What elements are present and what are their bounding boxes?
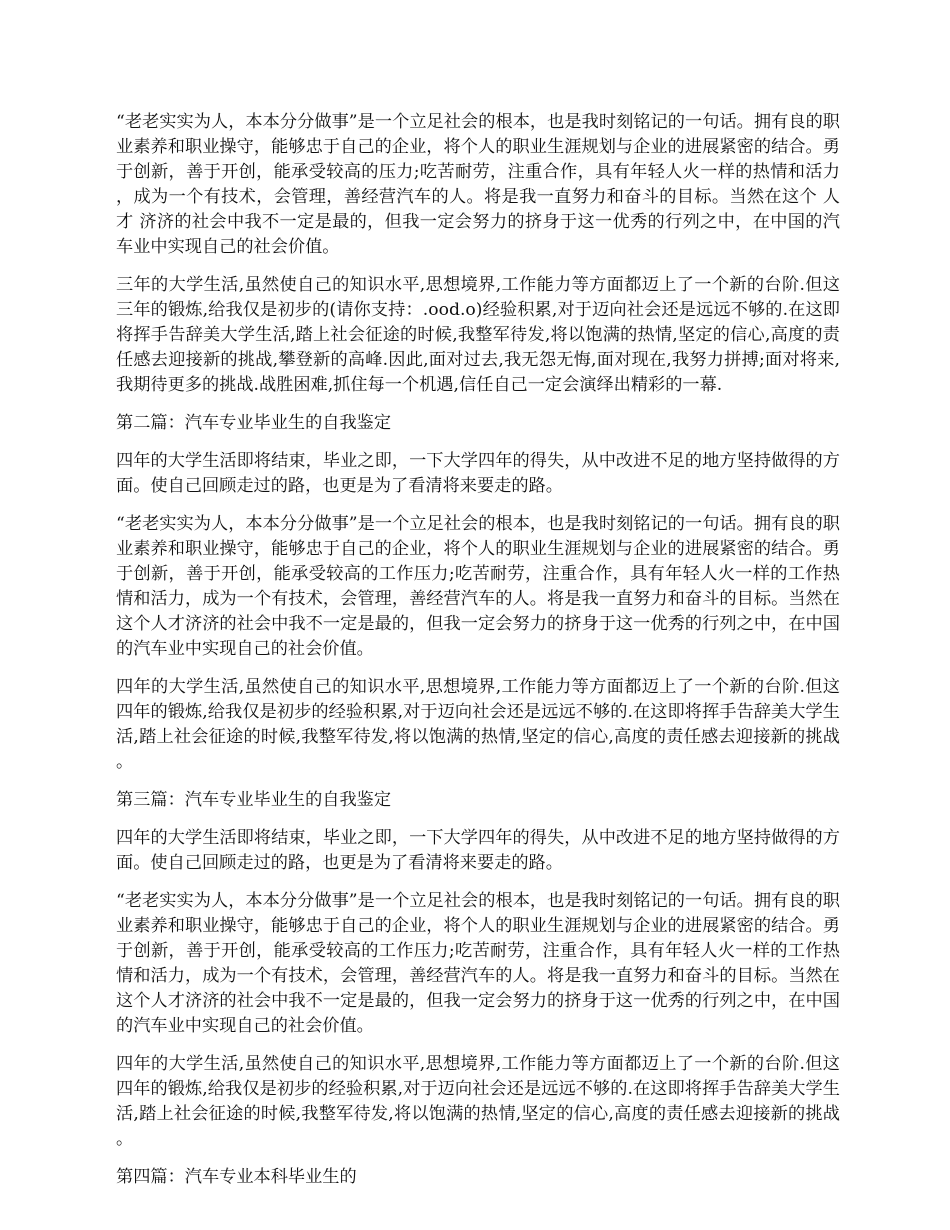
- paragraph-intro-principle: “老老实实为人，本本分分做事”是一个立足社会的根本，也是我时刻铭记的一句话。拥有良的职业素养和职业操守，能够忠于自己的企业，将个人的职业生涯规划与企业的进展紧密的结合。勇于创新，善于开创，能承受较高的压力;吃苦耐劳，注重合作，具有年轻人火一样的热情和活力，成为一个有技术，会管理，善经营汽车的人。将是我一直努力和奋斗的目标。当然在这个 人才 济济的社会中我不一定是最的，但我一定会努力的挤身于这一优秀的行列之中，在中国的汽车业中实现自己的社会价值。: [116, 112, 840, 257]
- paragraph-part-three-intro: 四年的大学生活即将结束，毕业之即，一下大学四年的得失，从中改进不足的地方坚持做得的方面。使自己回顾走过的路，也更是为了看清将来要走的路。: [116, 828, 840, 873]
- paragraph-part-three-principle: “老老实实为人，本本分分做事”是一个立足社会的根本，也是我时刻铭记的一句话。拥有良的职业素养和职业操守，能够忠于自己的企业，将个人的职业生涯规划与企业的进展紧密的结合。勇于创新，善于开创，能承受较高的工作压力;吃苦耐劳，注重合作，具有年轻人火一样的工作热情和活力，成为一个有技术，会管理，善经营汽车的人。将是我一直努力和奋斗的目标。当然在这个人才济济的社会中我不一定是最的，但我一定会努力的挤身于这一优秀的行列之中，在中国的汽车业中实现自己的社会价值。: [116, 891, 840, 1036]
- section-heading-part-three: 第三篇：汽车专业毕业生的自我鉴定: [116, 790, 392, 810]
- paragraph-part-two-intro: 四年的大学生活即将结束，毕业之即，一下大学四年的得失，从中改进不足的地方坚持做得的方面。使自己回顾走过的路，也更是为了看清将来要走的路。: [116, 451, 840, 496]
- section-heading-part-two: 第二篇：汽车专业毕业生的自我鉴定: [116, 413, 392, 433]
- section-heading-part-four: 第四篇：汽车专业本科毕业生的: [116, 1167, 357, 1187]
- paragraph-part-two-principle: “老老实实为人，本本分分做事”是一个立足社会的根本，也是我时刻铭记的一句话。拥有良的职业素养和职业操守，能够忠于自己的企业，将个人的职业生涯规划与企业的进展紧密的结合。勇于创新，善于开创，能承受较高的工作压力;吃苦耐劳，注重合作，具有年轻人火一样的工作热情和活力，成为一个有技术，会管理，善经营汽车的人。将是我一直努力和奋斗的目标。当然在这个人才济济的社会中我不一定是最的，但我一定会努力的挤身于这一优秀的行列之中，在中国的汽车业中实现自己的社会价值。: [116, 514, 840, 659]
- paragraph-part-three-four-years: 四年的大学生活,虽然使自己的知识水平,思想境界,工作能力等方面都迈上了一个新的台阶.但这四年的锻炼,给我仅是初步的经验积累,对于迈向社会还是远远不够的.在这即将挥手告辞美大学生活,踏上社会征途的时候,我整军待发,将以饱满的热情,坚定的信心,高度的责任感去迎接新的挑战。: [116, 1054, 840, 1149]
- document-page: [116, 110, 840, 1203]
- paragraph-part-two-four-years: 四年的大学生活,虽然使自己的知识水平,思想境界,工作能力等方面都迈上了一个新的台阶.但这四年的锻炼,给我仅是初步的经验积累,对于迈向社会还是远远不够的.在这即将挥手告辞美大学生活,踏上社会征途的时候,我整军待发,将以饱满的热情,坚定的信心,高度的责任感去迎接新的挑战。: [116, 677, 840, 772]
- paragraph-three-years: 三年的大学生活,虽然使自己的知识水平,思想境界,工作能力等方面都迈上了一个新的台阶.但这三年的锻炼,给我仅是初步的(请你支持：.ood.o)经验积累,对于迈向社会还是远远不够的.在这即将挥手告辞美大学生活,踏上社会征途的时候,我整军待发,将以饱满的热情,坚定的信心,高度的责任感去迎接新的挑战,攀登新的高峰.因此,面对过去,我无怨无悔,面对现在,我努力拼搏;面对将来,我期待更多的挑战.战胜困难,抓住每一个机遇,信任自己一定会演绎出精彩的一幕.: [116, 275, 840, 395]
